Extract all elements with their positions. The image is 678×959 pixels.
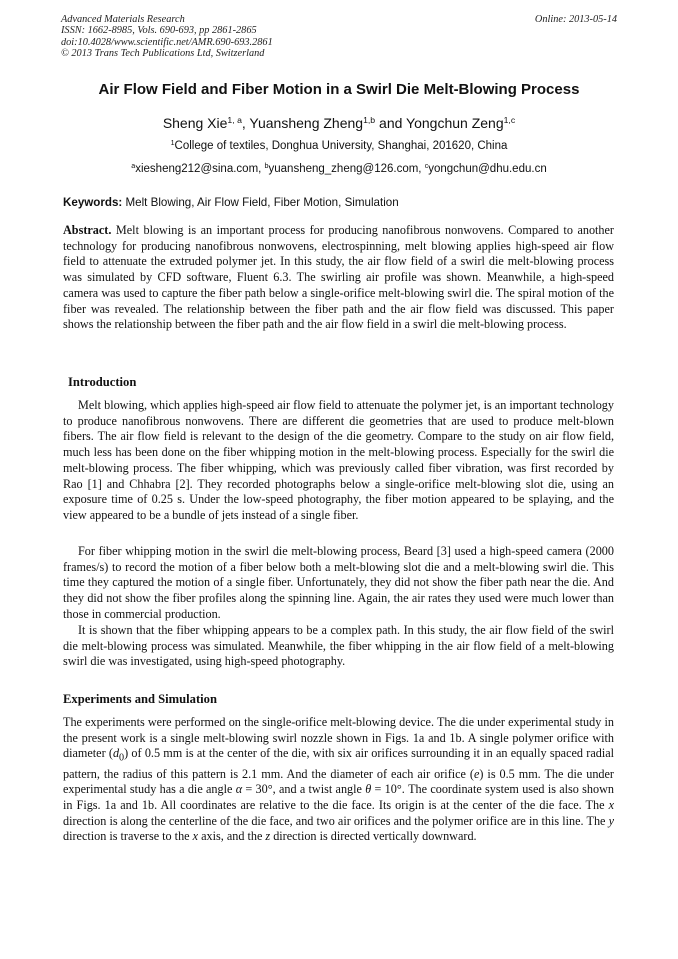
doi-line: doi:10.4028/www.scientific.net/AMR.690-693.2861 [61, 36, 273, 48]
experiments-heading: Experiments and Simulation [63, 692, 217, 706]
abstract-text: Melt blowing is an important process for producing nanofibrous nonwovens. Compared to another technology for producing nanofibrous nonwovens, electrospinning, melt blowing applies high-speed air flow field to attenuate the extruded polymer jet. In this study, the air flow field of a swirl die melt-blowing process was simulated by CFD software, Fluent 6.3. The swirling air profile was shown. Meanwhile, a high-speed camera was used to capture the fiber path below a single-orifice melt-blowing swirl die. The spiral motion of the fiber was revealed. The relationship between the fiber path and the air flow field was discussed. This paper shows the relationship between the fiber path and the air flow field in a swirl die melt-blowing process. [63, 223, 614, 332]
symbol-e: e [473, 766, 480, 781]
experiments-paragraph [63, 715, 614, 845]
experiments-text: = 10°. The coordinate system used is also shown in Figs. 1a and 1b. All coordinates are relative to the die face. Its origin is at the center of the die face. The [63, 782, 614, 812]
abstract [63, 223, 614, 333]
experiments-text: ) is 0.5 mm. The die under experimental study has a die angle [63, 766, 614, 797]
author-affiliation-mark: 1,b [363, 115, 376, 126]
author-affiliation-mark: 1, a [227, 115, 242, 126]
experiments-text: = 30°, and a twist angle [242, 782, 366, 797]
copyright-line: © 2013 Trans Tech Publications Ltd, Switzerland [61, 48, 265, 60]
introduction-heading: Introduction [68, 375, 137, 389]
email-address: yongchun@dhu.edu.cn [428, 163, 547, 175]
author-separator: and [375, 115, 407, 131]
keywords-label: Keywords: [63, 196, 123, 209]
email-mark: a [131, 162, 136, 171]
abstract-label: Abstract. [63, 223, 112, 237]
experiments-text: direction is directed vertically downward. [270, 829, 477, 844]
author-name: Sheng Xie [162, 115, 228, 131]
symbol-z: z [265, 829, 271, 844]
experiments-text: direction is along the centerline of the die face, and two air orifices and the polymer orifice are in this line. The [63, 813, 609, 828]
email-mark: c [424, 162, 429, 171]
symbol-x: x [192, 829, 199, 844]
author-emails [0, 163, 678, 175]
keywords-text: Melt Blowing, Air Flow Field, Fiber Motion, Simulation [122, 196, 399, 209]
author-separator: , [241, 115, 250, 131]
author-name: Yongchun Zeng [406, 115, 504, 131]
email-address: xiesheng212@sina.com, [135, 163, 265, 175]
author-list [0, 115, 678, 131]
introduction-paragraph-3: It is shown that the fiber whipping appears to be a complex path. In this study, the air flow field of the swirl die melt-blowing process was simulated. Meanwhile, the fiber whipping in the air flow field of a melt-blowing swirl die was investigated, using high-speed photography. [63, 623, 614, 669]
experiments-text: ) of 0.5 mm is at the center of the die, with six air orifices surrounding it in an equally spaced radial pattern, the radius of this pattern is 2.1 mm. And the diameter of each air orifice ( [63, 746, 614, 781]
introduction-paragraph-2: For fiber whipping motion in the swirl die melt-blowing process, Beard [3] used a high-speed camera (2000 frames/s) to record the motion of a fiber below both a melt-blowing slot die and a melt-blowing swirl die. This time they captured the motion of a single fiber. Unfortunately, they did not show the fiber path near the die. And they did not show the fiber profiles along the spinning line. Again, the air rates they used were much lower than those in commercial production. [63, 544, 614, 621]
experiments-text: axis, and the [198, 829, 266, 844]
symbol-y: y [608, 813, 614, 828]
keywords [63, 196, 623, 209]
experiments-text: direction is traverse to the [63, 829, 193, 844]
email-mark: b [264, 162, 269, 171]
journal-name: Advanced Materials Research [61, 14, 185, 25]
affiliation-text: College of textiles, Donghua University, Shanghai, 201620, China [174, 140, 508, 152]
affiliation-mark: 1 [170, 139, 175, 148]
email-address: yuansheng_zheng@126.com, [268, 163, 425, 175]
symbol-x: x [608, 797, 614, 812]
author-affiliation-mark: 1,c [503, 115, 516, 126]
symbol-d: d [112, 746, 120, 761]
introduction-paragraph-1: Melt blowing, which applies high-speed air flow field to attenuate the polymer jet, is an important technology to produce nanofibrous nonwovens. There are different die geometries that are used to produce melt-blown fibers. The air flow field is relevant to the design of the die geometry. Compare to the study on air flow field, much less has been done on the fiber whipping motion in the melt-blowing process. Especially for the swirl die melt-blowing process. The fiber whipping, which was previously called fiber vibration, was first recorded by Rao [1] and Chhabra [2]. They recorded photographs below a single-orifice melt-blowing slot die, using an exposure time of 0.25 s. Under the low-speed photography, the fiber motion appeared to be splaying, and the view appeared to be a bundle of jets instead of a single fiber. [63, 398, 614, 522]
symbol-theta: θ [365, 782, 372, 797]
symbol-alpha: α [235, 782, 243, 797]
subscript-0: 0 [119, 752, 125, 764]
affiliation [0, 140, 678, 152]
journal-header [61, 14, 617, 60]
paper-title: Air Flow Field and Fiber Motion in a Swirl Die Melt-Blowing Process [98, 81, 580, 98]
online-date: Online: 2013-05-14 [534, 14, 617, 25]
experiments-text: The experiments were performed on the single-orifice melt-blowing device. The die under experimental study in the present work is a single melt-blowing swirl nozzle shown in Figs. 1a and 1b. A single polymer orifice with diameter ( [63, 715, 614, 761]
author-name: Yuansheng Zheng [249, 115, 364, 131]
issn-line: ISSN: 1662-8985, Vols. 690-693, pp 2861-2865 [61, 25, 257, 37]
